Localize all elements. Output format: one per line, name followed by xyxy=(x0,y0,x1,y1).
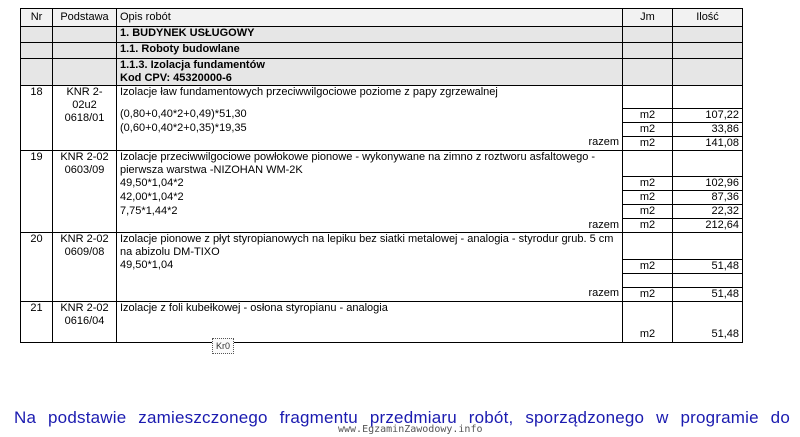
item-opis: Izolacje pionowe z płyt styropianowych na lepiku bez siatki metalowej - analogia - styrodur grub. 5 cm na abizolu DM-TIXO xyxy=(117,233,623,260)
table-row xyxy=(21,86,743,109)
item-jm: m2 xyxy=(623,108,673,122)
przedmiar-table xyxy=(20,8,743,343)
table-row-razem xyxy=(21,136,743,150)
section-row-1-1 xyxy=(21,43,743,59)
table-row-razem xyxy=(21,287,743,301)
section-title-1-1: 1.1. Roboty budowlane xyxy=(117,43,623,59)
table-row xyxy=(21,273,743,287)
item-podstawa: KNR 2-02 0616/04 xyxy=(53,301,117,342)
section-title-1: 1. BUDYNEK USŁUGOWY xyxy=(117,27,623,43)
przedmiar-table-wrapper xyxy=(20,8,742,343)
razem-label: razem xyxy=(117,136,623,150)
item-formula: 42,00*1,04*2 xyxy=(117,191,623,205)
header-ilosc: Ilość xyxy=(673,9,743,27)
item-ilosc: 22,32 xyxy=(673,205,743,219)
item-jm: m2 xyxy=(623,205,673,219)
razem-jm: m2 xyxy=(623,287,673,301)
section-title-1-1-3 xyxy=(117,59,623,86)
item-formula: 7,75*1,44*2 xyxy=(117,205,623,219)
table-header-row xyxy=(21,9,743,27)
item-jm: m2 xyxy=(623,328,673,343)
table-row xyxy=(21,191,743,205)
item-opis: Izolacje ław fundamentowych przeciwwilgociowe poziome z papy zgrzewalnej xyxy=(117,86,623,109)
item-opis: Izolacje przeciwwilgociowe powłokowe pionowe - wykonywane na zimno z roztworu asfaltowego - pierwsza warstwa -NIZOHAN WM-2K xyxy=(117,150,623,177)
item-opis: Izolacje z foli kubełkowej - osłona styropianu - analogia xyxy=(117,301,623,328)
razem-jm: m2 xyxy=(623,219,673,233)
item-nr: 21 xyxy=(21,301,53,342)
section-title-1-1-3-name: 1.1.3. Izolacja fundamentów xyxy=(120,59,265,71)
table-row xyxy=(21,301,743,328)
table-row xyxy=(21,259,743,273)
item-ilosc: 51,48 xyxy=(673,259,743,273)
header-podstawa: Podstawa xyxy=(53,9,117,27)
item-ilosc: 102,96 xyxy=(673,177,743,191)
razem-label: razem xyxy=(117,219,623,233)
item-ilosc: 33,86 xyxy=(673,122,743,136)
watermark: www.EgzaminZawodowy.info xyxy=(338,424,483,435)
razem-ilosc: 212,64 xyxy=(673,219,743,233)
item-ilosc: 51,48 xyxy=(673,328,743,343)
table-row xyxy=(21,108,743,122)
drag-cursor-overlay: Kr0 xyxy=(212,338,234,354)
table-row xyxy=(21,122,743,136)
table-row-razem xyxy=(21,219,743,233)
section-row-1-1-3 xyxy=(21,59,743,86)
header-nr: Nr xyxy=(21,9,53,27)
item-podstawa: KNR 2-02 0609/08 xyxy=(53,233,117,302)
razem-label: razem xyxy=(117,287,623,301)
table-row xyxy=(21,205,743,219)
item-formula: (0,80+0,40*2+0,49)*51,30 xyxy=(117,108,623,122)
table-row xyxy=(21,177,743,191)
item-ilosc: 87,36 xyxy=(673,191,743,205)
item-jm: m2 xyxy=(623,122,673,136)
section-cpv-code: Kod CPV: 45320000-6 xyxy=(120,72,232,84)
item-formula xyxy=(117,328,623,343)
item-jm: m2 xyxy=(623,177,673,191)
question-text: Na podstawie zamieszczonego fragmentu przedmiaru robót, sporządzonego w programie do xyxy=(14,408,790,427)
item-nr: 18 xyxy=(21,86,53,151)
table-row xyxy=(21,150,743,177)
header-opis: Opis robót xyxy=(117,9,623,27)
item-podstawa: KNR 2-02u2 0618/01 xyxy=(53,86,117,151)
item-formula: 49,50*1,04 xyxy=(117,259,623,273)
item-podstawa: KNR 2-02 0603/09 xyxy=(53,150,117,233)
table-row xyxy=(21,328,743,343)
item-formula: (0,60+0,40*2+0,35)*19,35 xyxy=(117,122,623,136)
razem-ilosc: 141,08 xyxy=(673,136,743,150)
item-jm: m2 xyxy=(623,191,673,205)
razem-jm: m2 xyxy=(623,136,673,150)
section-row-1 xyxy=(21,27,743,43)
item-formula: 49,50*1,04*2 xyxy=(117,177,623,191)
table-row xyxy=(21,233,743,260)
item-nr: 20 xyxy=(21,233,53,302)
item-ilosc: 107,22 xyxy=(673,108,743,122)
razem-ilosc: 51,48 xyxy=(673,287,743,301)
item-jm: m2 xyxy=(623,259,673,273)
item-nr: 19 xyxy=(21,150,53,233)
header-jm: Jm xyxy=(623,9,673,27)
